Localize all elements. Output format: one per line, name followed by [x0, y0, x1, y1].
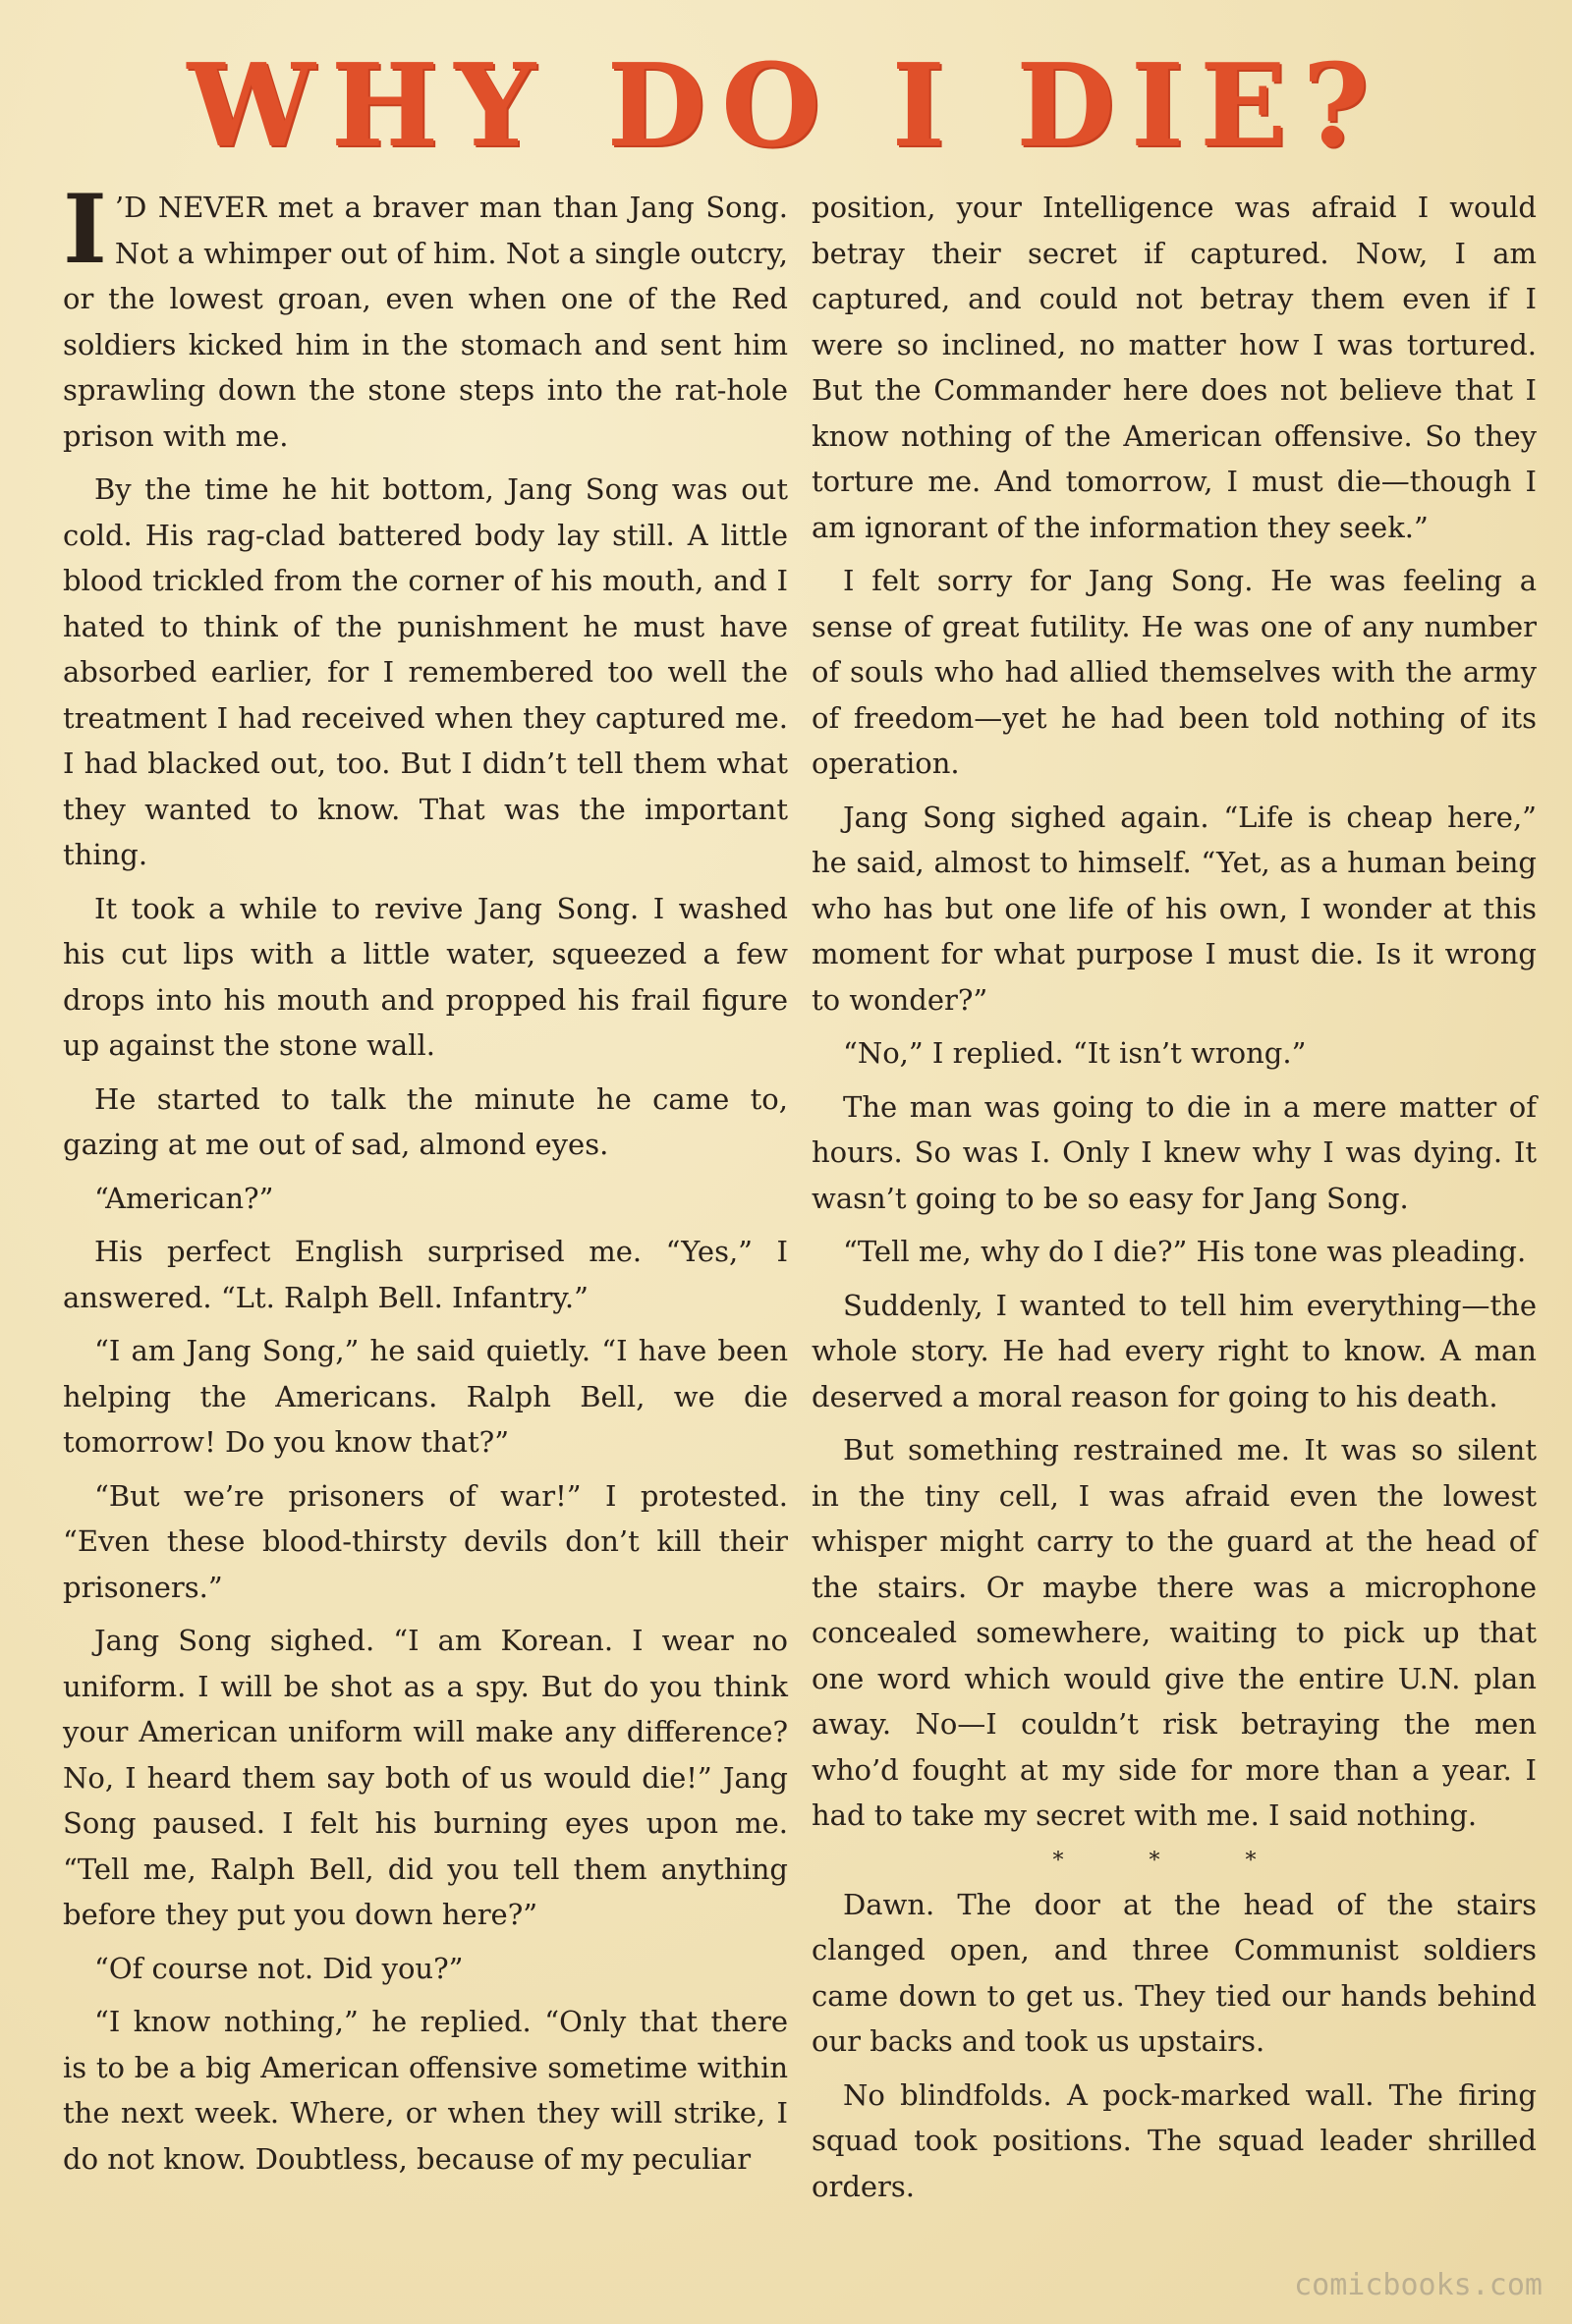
paragraph: Jang Song sighed again. “Life is cheap here,” he said, almost to himself. “Yet, as a human being who has but one life of his own, I wonder at this moment for what purpose I must die. Is it wrong to wonder?” [812, 800, 1537, 1017]
continued-paragraph: position, your Intelligence was afraid I would betray their secret if captured. Now, I am captured, and could not betray them even if I were so inclined, no matter how I was tortured. But the Commander here does not believe that I know nothing of the American offensive. So they torture me. And tomorrow, I must die—though I am ignorant of the information they seek.” [812, 191, 1537, 544]
paragraph: By the time he hit bottom, Jang Song was out cold. His rag-clad battered body lay still. A little blood trickled from the corner of his mouth, and I hated to think of the punishment he must have absorbed earlier, for I remembered too well the treatment I had received when they captured me. I had blacked out, too. But I didn’t tell them what they wanted to know. That was the important thing. [63, 472, 788, 871]
paragraph: Jang Song sighed. “I am Korean. I wear no uniform. I will be shot as a spy. But do you think your American uniform will make any difference? No, I heard them say both of us would die!” Jang Song paused. I felt his burning eyes upon me. “Tell me, Ralph Bell, did you tell them anything before they put you down here?” [63, 1624, 788, 1931]
drop-cap: I [63, 174, 107, 285]
opening-paragraph [63, 174, 788, 459]
paragraph: Dawn. The door at the head of the stairs clanged open, and three Communist soldiers came down to get us. They tied our hands behind our backs and took us upstairs. [812, 1887, 1537, 2058]
paragraph: But something restrained me. It was so silent in the tiny cell, I was afraid even the lowest whisper might carry to the guard at the head of the stairs. Or maybe there was a microphone concealed somewhere, waiting to pick up that one word which would give the entire U.N. plan away. No—I couldn’t risk betraying the men who’d fought at my side for more than a year. I had to take my secret with me. I said nothing. [812, 1433, 1537, 1832]
right-column [812, 185, 1537, 2217]
paragraph: “Tell me, why do I die?” His tone was pleading. [843, 1235, 1527, 1268]
story-title: WHY DO I DIE? [187, 39, 1385, 173]
paragraph: “No,” I replied. “It isn’t wrong.” [843, 1036, 1307, 1070]
watermark: comicbooks.com [1294, 2268, 1543, 2302]
paragraph: I felt sorry for Jang Song. He was feeling a sense of great futility. He was one of any number of souls who had allied themselves with the army of freedom—yet he had been told nothing of its operation. [812, 564, 1537, 780]
opening-text: ’D NEVER met a braver man than Jang Song. Not a whimper out of him. Not a single outcry, or the lowest groan, even when one of the Red soldiers kicked him in the stomach and sent him sprawling down the stone steps into the rat-hole prison with me. [63, 191, 788, 453]
paragraph: “I know nothing,” he replied. “Only that there is to be a big American offensive sometime within the next week. Where, or when they will strike, I do not know. Doubtless, because of my peculiar [63, 2005, 788, 2176]
section-separator: * * * [1052, 1848, 1296, 1873]
paragraph: The man was going to die in a mere matter of hours. So was I. Only I knew why I was dying. It wasn’t going to be so easy for Jang Song. [812, 1089, 1537, 1215]
paragraph: It took a while to revive Jang Song. I washed his cut lips with a little water, squeezed a few drops into his mouth and propped his frail figure up against the stone wall. [63, 891, 788, 1062]
paragraph: No blindfolds. A pock-marked wall. The firing squad took positions. The squad leader shrilled orders. [812, 2077, 1537, 2203]
left-column [63, 174, 788, 2189]
paragraph: “I am Jang Song,” he said quietly. “I have been helping the Americans. Ralph Bell, we die tomorrow! Do you know that?” [63, 1334, 788, 1459]
paragraph: “American?” [94, 1181, 274, 1215]
paragraph: “Of course not. Did you?” [94, 1951, 464, 1985]
paragraph: “But we’re prisoners of war!” I protested. “Even these blood-thirsty devils don’t kill their prisoners.” [63, 1478, 788, 1604]
paragraph: His perfect English surprised me. “Yes,” I answered. “Lt. Ralph Bell. Infantry.” [63, 1235, 788, 1314]
paragraph: Suddenly, I wanted to tell him everything—the whole story. He had every right to know. A man deserved a moral reason for going to his death. [812, 1288, 1537, 1413]
paragraph: He started to talk the minute he came to, gazing at me out of sad, almond eyes. [63, 1081, 788, 1161]
